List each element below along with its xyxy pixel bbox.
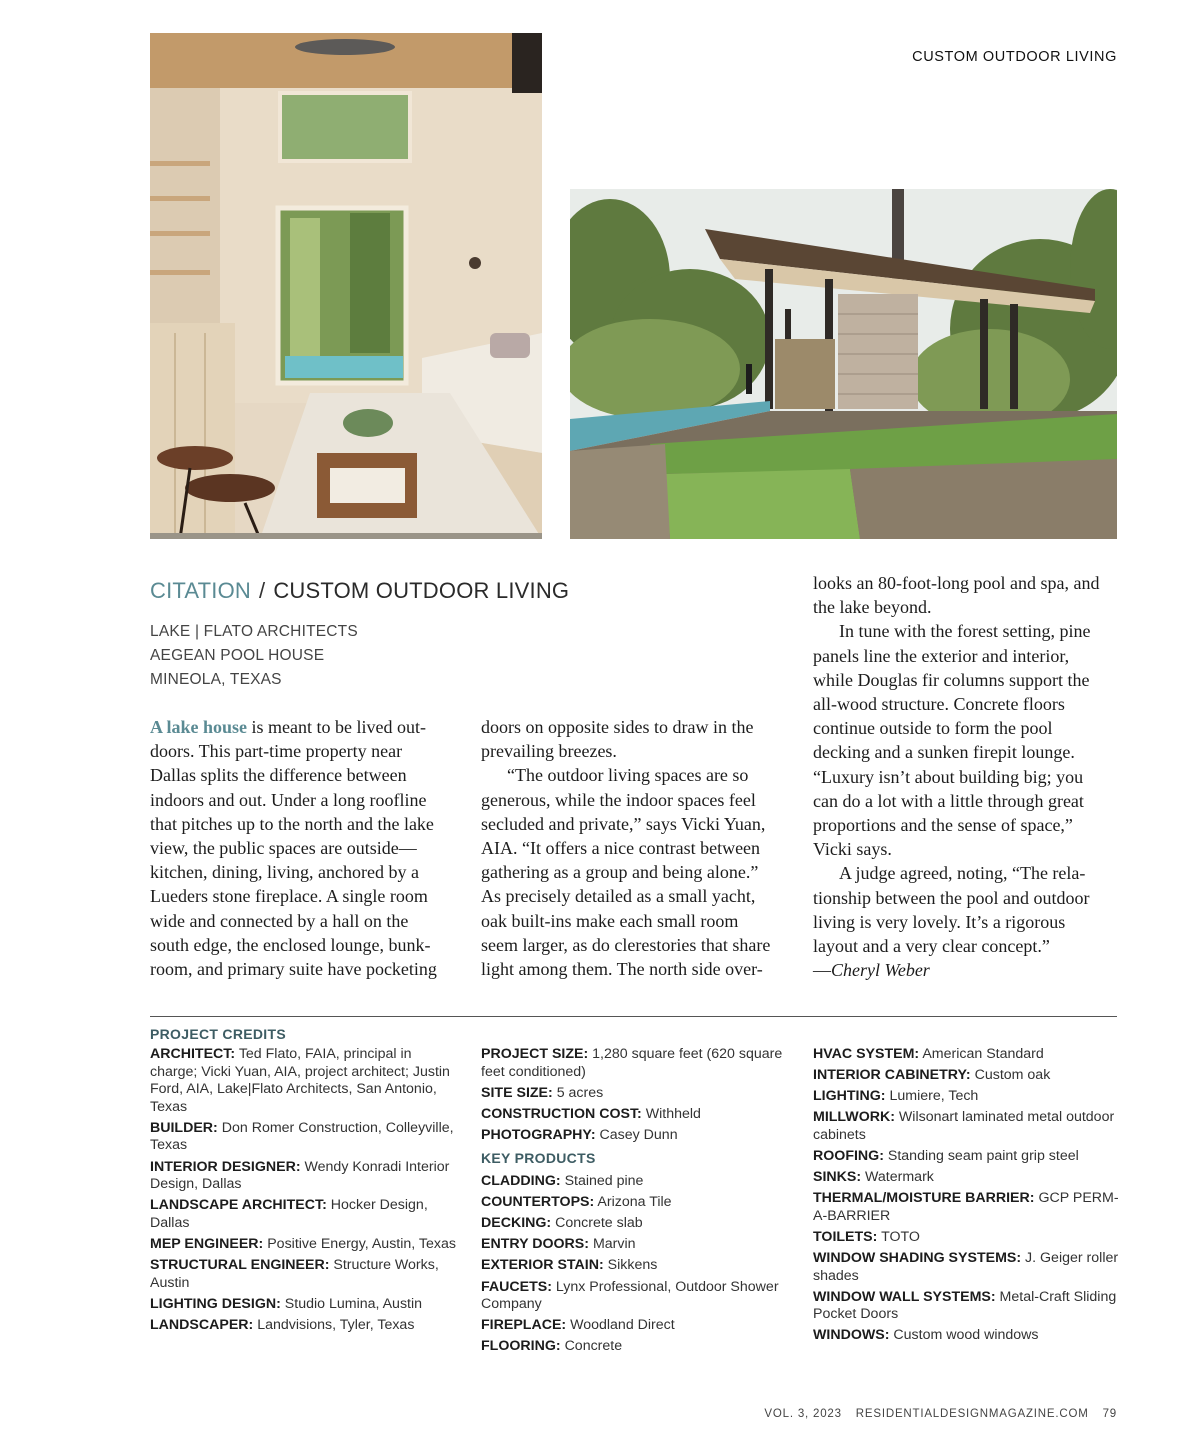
article-line: while Douglas fir columns support the — [813, 669, 1090, 690]
attribution-dash: — — [813, 960, 831, 981]
article-line: looks an 80-foot-long pool and spa, and — [813, 573, 1100, 593]
product-label: FIREPLACE: — [481, 1317, 567, 1334]
project-info — [150, 620, 358, 692]
product-label: SINKS: — [813, 1169, 862, 1186]
article-line: As precisely detailed as a small yacht, — [481, 886, 756, 907]
article-line: seem larger, as do clerestories that share — [481, 934, 771, 955]
product-value: American Standard — [922, 1046, 1044, 1062]
article-line: wide and connected by a hall on the — [150, 910, 409, 931]
credits-column-3 — [813, 1046, 1123, 1348]
credit-value: 5 acres — [556, 1084, 604, 1101]
product-label: ENTRY DOORS: — [481, 1236, 589, 1253]
section-divider — [150, 1016, 1117, 1017]
article-line: decking and a sunken firepit lounge. — [813, 742, 1075, 763]
product-value: Concrete — [564, 1338, 623, 1355]
product-label: HVAC SYSTEM: — [813, 1046, 920, 1062]
credits-heading: PROJECT CREDITS — [150, 1026, 286, 1042]
article-line: continue outside to form the pool — [813, 718, 1053, 739]
article-line: “The outdoor living spaces are so — [507, 765, 749, 786]
product-item — [481, 1317, 791, 1335]
product-label: CLADDING: — [481, 1173, 561, 1190]
credit-item — [481, 1085, 791, 1103]
product-item — [813, 1327, 1123, 1345]
article-line: indoors and out. Under a long roofline — [150, 789, 427, 810]
article-line: doors on opposite sides to draw in the — [481, 717, 754, 737]
product-item — [813, 1190, 1123, 1225]
credit-value: Don Romer Construction, Colleyville, Texas — [150, 1119, 454, 1154]
article-attribution — [813, 958, 1119, 982]
article-column-2 — [481, 715, 787, 981]
credit-item — [150, 1296, 460, 1314]
product-label: WINDOWS: — [813, 1327, 890, 1344]
product-value: Lumiere, Tech — [889, 1088, 979, 1105]
product-label: LIGHTING: — [813, 1088, 886, 1105]
product-item — [481, 1236, 791, 1254]
product-value: Concrete slab — [555, 1215, 643, 1232]
product-item — [481, 1257, 791, 1275]
product-label: EXTERIOR STAIN: — [481, 1257, 604, 1274]
credit-value: 1,280 square feet (620 square feet conditioned) — [481, 1046, 783, 1080]
attribution-name: Cheryl Weber — [831, 960, 930, 981]
article-column-3 — [813, 571, 1119, 982]
credit-value: Withheld — [645, 1105, 701, 1122]
article-line: Dallas splits the difference between — [150, 765, 407, 786]
credit-value: Positive Energy, Austin, Texas — [267, 1235, 456, 1252]
credit-label: STRUCTURAL ENGINEER: — [150, 1257, 330, 1274]
product-label: TOILETS: — [813, 1228, 878, 1245]
product-item — [481, 1194, 791, 1212]
article-line: oak built-ins make each small room — [481, 910, 739, 931]
product-value: GCP PERM-A-BARRIER — [813, 1190, 1119, 1224]
article-line: all-wood structure. Concrete floors — [813, 694, 1065, 715]
credit-label: INTERIOR DESIGNER: — [150, 1158, 301, 1175]
section-tag: CUSTOM OUTDOOR LIVING — [912, 49, 1117, 65]
article-line: A judge agreed, noting, “The rela- — [839, 863, 1086, 884]
credit-value: Structure Works, Austin — [150, 1257, 439, 1291]
credit-label: PROJECT SIZE: — [481, 1046, 589, 1062]
article-line: proportions and the sense of space,” — [813, 815, 1073, 836]
project-location: MINEOLA, TEXAS — [150, 671, 282, 688]
page-footer — [750, 1408, 1117, 1420]
credit-label: PHOTOGRAPHY: — [481, 1126, 596, 1143]
article-line-text: is meant to be lived out- — [247, 717, 426, 737]
product-item — [813, 1109, 1123, 1144]
product-label: FLOORING: — [481, 1338, 561, 1355]
product-value: Sikkens — [607, 1257, 658, 1274]
article-line: AIA. “It offers a nice contrast between — [481, 838, 761, 859]
credit-label: BUILDER: — [150, 1119, 218, 1136]
article-line: panels line the exterior and interior, — [813, 645, 1070, 666]
credit-value: Hocker Design, Dallas — [150, 1197, 428, 1231]
credit-item — [150, 1257, 460, 1292]
article-line: can do a lot with a little through great — [813, 790, 1084, 811]
article-line: kitchen, dining, living, anchored by a — [150, 862, 419, 883]
credit-item — [150, 1159, 460, 1194]
product-item — [813, 1229, 1123, 1247]
product-item — [813, 1250, 1123, 1285]
credit-item — [481, 1046, 791, 1081]
award-category: CUSTOM OUTDOOR LIVING — [273, 578, 570, 603]
credit-label: SITE SIZE: — [481, 1084, 553, 1101]
credit-value: Ted Flato, FAIA, principal in charge; Vicki Yuan, AIA, project architect; Justin Ford, AIA, Lake|Flato Architects, San Antonio, Texas — [150, 1046, 450, 1115]
product-value: Stained pine — [564, 1173, 644, 1190]
article-line: south edge, the enclosed lounge, bunk- — [150, 934, 431, 955]
article-column-1 — [150, 715, 456, 981]
page-number: 79 — [1102, 1408, 1117, 1420]
award-label: CITATION — [150, 578, 251, 603]
product-item — [813, 1289, 1123, 1324]
credit-item — [150, 1236, 460, 1254]
product-value: Watermark — [865, 1169, 934, 1186]
credit-value: Studio Lumina, Austin — [284, 1295, 423, 1312]
product-value: Arizona Tile — [597, 1194, 672, 1211]
article-line: light among them. The north side over- — [481, 959, 763, 980]
product-label: THERMAL/MOISTURE BARRIER: — [813, 1190, 1035, 1207]
product-item — [481, 1215, 791, 1233]
article-line: In tune with the forest setting, pine — [839, 621, 1091, 642]
interior-photo — [150, 33, 542, 539]
credit-value: Wendy Konradi Interior Design, Dallas — [150, 1158, 450, 1193]
article-line: view, the public spaces are outside— — [150, 838, 417, 859]
credits-column-2 — [481, 1046, 791, 1359]
product-value: Marvin — [592, 1236, 636, 1253]
product-value: Metal-Craft Sliding Pocket Doors — [813, 1288, 1117, 1323]
credit-label: LANDSCAPER: — [150, 1316, 254, 1333]
product-value: TOTO — [881, 1228, 920, 1245]
project-name: AEGEAN POOL HOUSE — [150, 647, 325, 664]
credit-item — [481, 1127, 791, 1145]
key-products-heading: KEY PRODUCTS — [481, 1150, 596, 1167]
footer-website[interactable]: RESIDENTIALDESIGNMAGAZINE.COM — [855, 1408, 1089, 1420]
article-line: Lueders stone fireplace. A single room — [150, 886, 428, 907]
product-item — [813, 1067, 1123, 1085]
credit-value: Casey Dunn — [599, 1126, 678, 1143]
product-item — [813, 1148, 1123, 1166]
product-value: Custom oak — [974, 1067, 1051, 1084]
article-line: tionship between the pool and outdoor — [813, 887, 1090, 908]
credit-item — [150, 1317, 460, 1335]
credit-value: Landvisions, Tyler, Texas — [257, 1316, 415, 1333]
article-line: doors. This part-time property near — [150, 741, 403, 762]
article-line: the lake beyond. — [813, 597, 932, 618]
product-label: WINDOW WALL SYSTEMS: — [813, 1288, 996, 1305]
product-label: WINDOW SHADING SYSTEMS: — [813, 1249, 1022, 1266]
article-line — [150, 715, 456, 739]
product-item — [481, 1338, 791, 1356]
article-lead: A lake house — [150, 717, 248, 737]
article-line: secluded and private,” says Vicki Yuan, — [481, 813, 766, 834]
product-label: INTERIOR CABINETRY: — [813, 1067, 971, 1084]
credit-label: LANDSCAPE ARCHITECT: — [150, 1197, 327, 1214]
product-label: DECKING: — [481, 1215, 552, 1232]
exterior-photo — [570, 189, 1117, 539]
credit-item — [481, 1106, 791, 1124]
product-label: COUNTERTOPS: — [481, 1194, 595, 1211]
heading-separator: / — [259, 578, 266, 603]
credits-column-1 — [150, 1046, 460, 1338]
article-line: Vicki says. — [813, 839, 892, 860]
product-value: Standing seam paint grip steel — [887, 1147, 1079, 1164]
credit-label: MEP ENGINEER: — [150, 1235, 264, 1252]
article-line: “Luxury isn’t about building big; you — [813, 766, 1084, 787]
product-value: Lynx Professional, Outdoor Shower Company — [481, 1278, 779, 1313]
product-value: J. Geiger roller shades — [813, 1249, 1119, 1284]
project-firm: LAKE | FLATO ARCHITECTS — [150, 623, 358, 640]
credit-label: ARCHITECT: — [150, 1046, 236, 1062]
product-label: MILLWORK: — [813, 1109, 895, 1126]
product-item — [481, 1279, 791, 1314]
credit-item — [150, 1197, 460, 1232]
product-value: Custom wood windows — [893, 1327, 1039, 1344]
article-line: layout and a very clear concept.” — [813, 936, 1050, 957]
product-item — [813, 1046, 1123, 1064]
product-value: Wilsonart laminated metal outdoor cabinets — [813, 1109, 1115, 1143]
footer-volume: VOL. 3, 2023 — [764, 1408, 842, 1420]
product-item — [813, 1088, 1123, 1106]
product-value: Woodland Direct — [570, 1317, 675, 1334]
credit-label: CONSTRUCTION COST: — [481, 1105, 642, 1122]
product-label: ROOFING: — [813, 1147, 884, 1164]
credit-item — [150, 1120, 460, 1155]
credit-item — [150, 1046, 460, 1116]
article-line: gathering as a group and being alone.” — [481, 862, 759, 883]
product-label: FAUCETS: — [481, 1278, 552, 1295]
article-line: generous, while the indoor spaces feel — [481, 789, 756, 810]
product-item — [481, 1173, 791, 1191]
article-line: that pitches up to the north and the lake — [150, 813, 434, 834]
article-line: prevailing breezes. — [481, 741, 617, 762]
credit-label: LIGHTING DESIGN: — [150, 1295, 281, 1312]
article-line: room, and primary suite have pocketing — [150, 959, 437, 980]
award-heading — [150, 578, 569, 604]
product-item — [813, 1169, 1123, 1187]
article-line: living is very lovely. It’s a rigorous — [813, 911, 1066, 932]
